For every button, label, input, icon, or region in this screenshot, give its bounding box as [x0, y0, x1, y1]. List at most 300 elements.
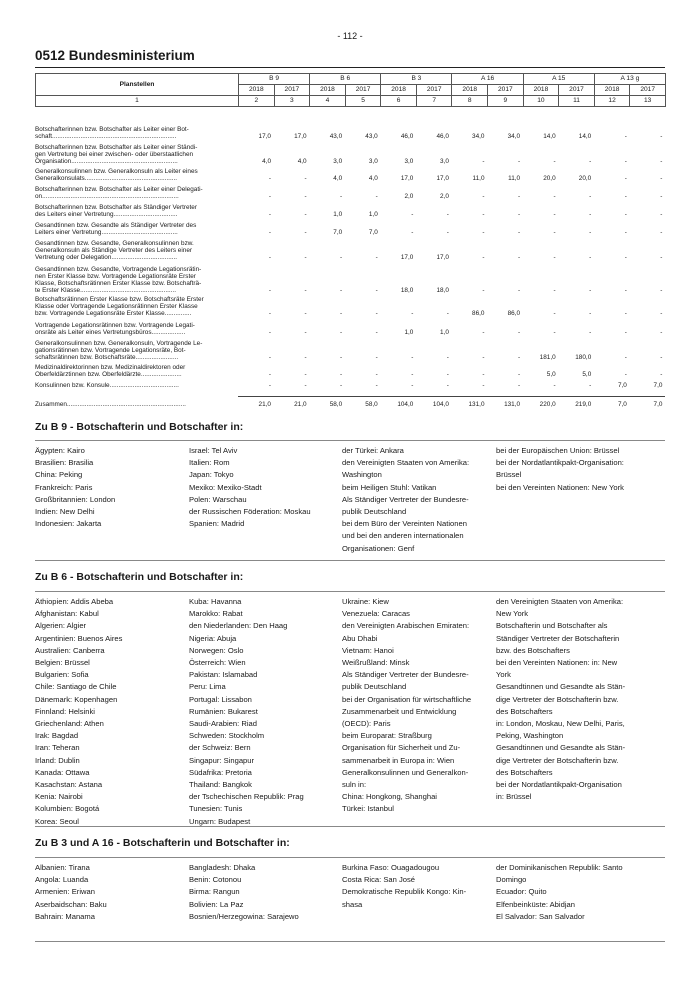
- cell-value: -: [375, 193, 378, 200]
- cell-value: -: [482, 329, 485, 336]
- year-header: 2018: [523, 85, 559, 96]
- list-item: Korea: Seoul: [35, 816, 79, 826]
- list-item: Israel: Tel Aviv: [189, 446, 238, 455]
- cell-value: 17,0: [400, 254, 414, 261]
- list-item: der Türkei: Ankara: [342, 446, 404, 455]
- row-description: [35, 168, 235, 182]
- cell-value: -: [446, 211, 449, 218]
- list-item: Organisationen: Genf: [342, 543, 415, 553]
- description-line: Gesandtinnen bzw. Gesandte als Ständiger Vertreter des: [35, 222, 197, 229]
- description-line: Botschafterinnen bzw. Botschafter als Ständiger Vertreter: [35, 204, 197, 211]
- section-column: [496, 596, 644, 803]
- column-number: 11: [559, 96, 595, 107]
- list-item: beim Heiligen Stuhl: Vatikan: [342, 482, 437, 492]
- group-header: B 3: [381, 74, 452, 85]
- cell-value: 2,0: [404, 193, 414, 200]
- row-description: [35, 382, 235, 389]
- description-line: Gesandtinnen bzw. Gesandte, Vortragende Legationsrätin-: [35, 266, 202, 273]
- description-line: Organisation............................................................: [35, 158, 178, 165]
- cell-value: 17,0: [436, 254, 449, 261]
- list-item: der Russischen Föderation: Moskau: [189, 507, 311, 517]
- cell-value: 17,0: [294, 133, 307, 140]
- list-item: Äthiopien: Addis Abeba: [35, 597, 114, 606]
- section-column: [189, 596, 337, 828]
- cell-value: -: [446, 371, 449, 378]
- list-item: Polen: Warschau: [189, 494, 247, 504]
- cell-value: -: [304, 229, 307, 236]
- cell-value: -: [624, 310, 627, 317]
- cell-value: -: [589, 254, 592, 261]
- cell-value: -: [624, 229, 627, 236]
- list-item: Singapur: Singapur: [189, 755, 255, 765]
- cell-value: -: [624, 329, 627, 336]
- cell-value: -: [268, 211, 271, 218]
- list-item: China: Hongkong, Shanghai: [342, 792, 437, 802]
- section-column: [342, 596, 490, 816]
- description-line: Botschafterinnen bzw. Botschafter als Leiter einer Bot-: [35, 126, 189, 133]
- cell-value: -: [375, 371, 378, 378]
- list-item: Italien: Rom: [189, 458, 230, 468]
- cell-value: -: [340, 310, 343, 317]
- description-line: Vortragende Legationsrätinnen bzw. Vortragende Legati-: [35, 322, 195, 329]
- description-line: Botschafterinnen bzw. Botschafter als Leiter einer Ständi-: [35, 144, 198, 151]
- list-item: Kenia: Nairobi: [35, 792, 83, 802]
- cell-value: -: [553, 382, 556, 389]
- column-number: 3: [274, 96, 310, 107]
- cell-value: 20,0: [543, 175, 556, 182]
- cell-value: -: [375, 310, 378, 317]
- column-number: 12: [594, 96, 630, 107]
- row-description: [35, 296, 235, 317]
- list-item: Irak: Bagdad: [35, 731, 79, 741]
- cell-value: -: [446, 310, 449, 317]
- list-item: publik Deutschland: [342, 507, 407, 517]
- cell-value: -: [589, 287, 592, 294]
- year-header: 2017: [274, 85, 310, 96]
- cell-value: -: [268, 175, 271, 182]
- list-item: Costa Rica: San José: [342, 875, 416, 885]
- list-item: Chile: Santiago de Chile: [35, 682, 117, 692]
- list-item: Japan: Tokyo: [189, 470, 234, 480]
- cell-value: -: [340, 193, 343, 200]
- cell-value: -: [268, 329, 271, 336]
- list-item: Aserbaidschan: Baku: [35, 899, 107, 909]
- cell-value: 21,0: [294, 401, 307, 408]
- cell-value: -: [482, 254, 485, 261]
- cell-value: -: [411, 382, 414, 389]
- description-line: on.............................................................................: [35, 193, 179, 200]
- description-line: Vertretung oder Delegation.....................................: [35, 254, 178, 261]
- cell-value: -: [660, 158, 663, 165]
- list-item: Südafrika: Pretoria: [189, 767, 252, 777]
- cell-value: -: [482, 354, 485, 361]
- list-item: El Salvador: San Salvador: [496, 911, 585, 921]
- cell-value: -: [553, 229, 556, 236]
- cell-value: 104,0: [397, 401, 414, 408]
- section-column: [35, 862, 183, 923]
- list-item: Bolivien: La Paz: [189, 899, 244, 909]
- cell-value: 46,0: [400, 133, 414, 140]
- cell-value: 20,0: [578, 175, 592, 182]
- list-item: Bangladesh: Dhaka: [189, 863, 256, 872]
- list-item: Peru: Lima: [189, 682, 226, 692]
- list-item: Abu Dhabi: [342, 633, 378, 643]
- list-item: Elfenbeinküste: Abidjan: [496, 899, 575, 909]
- cell-value: -: [624, 371, 627, 378]
- list-item: in: London, Moskau, New Delhi, Paris,: [496, 719, 625, 729]
- list-item: Irland: Dublin: [35, 755, 80, 765]
- year-header: 2017: [488, 85, 524, 96]
- cell-value: -: [589, 193, 592, 200]
- list-item: Gesandtinnen und Gesandte als Stän-: [496, 682, 626, 692]
- cell-value: -: [411, 371, 414, 378]
- list-item: Organisation für Sicherheit und Zu-: [342, 743, 461, 753]
- list-item: Türkei: Istanbul: [342, 804, 394, 814]
- list-item: Burkina Faso: Ouagadougou: [342, 863, 440, 872]
- section-bottom-rule: [35, 560, 665, 561]
- cell-value: -: [375, 329, 378, 336]
- list-item: den Vereinigten Staaten von Amerika:: [342, 458, 470, 468]
- description-line: Gesandtinnen bzw. Gesandte, Generalkonsulinnen bzw.: [35, 240, 194, 247]
- cell-value: 180,0: [575, 354, 592, 361]
- cell-value: -: [482, 211, 485, 218]
- cell-value: -: [553, 193, 556, 200]
- list-item: Ungarn: Budapest: [189, 816, 251, 826]
- section-column: [496, 445, 644, 494]
- list-item: (OECD): Paris: [342, 719, 391, 729]
- column-number: 10: [523, 96, 559, 107]
- description-line: des Leiters einer Vertretung....................................: [35, 211, 178, 218]
- cell-value: -: [411, 310, 414, 317]
- year-header: 2018: [381, 85, 417, 96]
- section-column: [189, 445, 337, 530]
- table-row: [35, 340, 665, 361]
- cell-value: -: [624, 287, 627, 294]
- list-item: Vietnam: Hanoi: [342, 645, 394, 655]
- list-item: Ständiger Vertreter der Botschafterin: [496, 633, 620, 643]
- cell-value: 11,0: [508, 175, 521, 182]
- cell-value: 131,0: [504, 401, 521, 408]
- list-item: den Vereinigten Staaten von Amerika:: [496, 597, 624, 606]
- list-item: Bosnien/Herzegowina: Sarajewo: [189, 911, 299, 921]
- cell-value: -: [589, 329, 592, 336]
- section-top-rule: [35, 440, 665, 441]
- list-item: Argentinien: Buenos Aires: [35, 633, 123, 643]
- cell-value: 219,0: [575, 401, 592, 408]
- list-item: Tunesien: Tunis: [189, 804, 243, 814]
- table-row: [35, 322, 665, 336]
- list-item: Thailand: Bangkok: [189, 780, 252, 790]
- list-item: des Botschafters: [496, 767, 553, 777]
- list-item: Dänemark: Kopenhagen: [35, 694, 118, 704]
- cell-value: -: [304, 193, 307, 200]
- list-item: Ecuador: Quito: [496, 887, 547, 897]
- description-line: nen Erster Klasse bzw. Vortragende Legationsräte Erster: [35, 273, 196, 280]
- list-item: Australien: Canberra: [35, 645, 105, 655]
- list-item: Ägypten: Kairo: [35, 446, 85, 455]
- list-item: Griechenland: Athen: [35, 719, 104, 729]
- cell-value: -: [660, 229, 663, 236]
- cell-value: 3,0: [333, 158, 343, 165]
- list-item: den Niederlanden: Den Haag: [189, 621, 288, 631]
- list-item: Weißrußland: Minsk: [342, 658, 410, 668]
- list-item: Generalkonsulinnen und Generalkon-: [342, 767, 469, 777]
- description-line: Botschafterinnen bzw. Botschafter als Leiter einer Delegati-: [35, 186, 203, 193]
- cell-value: -: [624, 158, 627, 165]
- list-item: Mexiko: Mexiko-Stadt: [189, 482, 262, 492]
- cell-value: -: [660, 310, 663, 317]
- cell-value: -: [304, 310, 307, 317]
- section-column: [342, 445, 490, 555]
- total-row: [35, 401, 665, 408]
- cell-value: -: [624, 175, 627, 182]
- row-description: [35, 186, 235, 200]
- cell-value: -: [446, 229, 449, 236]
- section-title: Zu B 6 - Botschafterin und Botschafter in:: [35, 571, 244, 583]
- column-number: 5: [345, 96, 381, 107]
- list-item: Großbritannien: London: [35, 494, 116, 504]
- table-row: [35, 204, 665, 218]
- section-column: [35, 596, 183, 828]
- row-description: [35, 340, 235, 361]
- group-header: B 9: [239, 74, 310, 85]
- cell-value: -: [268, 382, 271, 389]
- cell-value: -: [553, 329, 556, 336]
- list-item: Kuba: Havanna: [189, 597, 242, 606]
- cell-value: 18,0: [436, 287, 449, 294]
- list-item: Benin: Cotonou: [189, 875, 242, 885]
- description-line: Klasse oder Vortragende Legationsrätinnen Erster Klasse: [35, 303, 198, 310]
- list-item: Gesandtinnen und Gesandte als Stän-: [496, 743, 626, 753]
- description-line: Generalkonsulats....................................................: [35, 175, 178, 182]
- list-item: Indonesien: Jakarta: [35, 519, 102, 529]
- cell-value: -: [482, 158, 485, 165]
- page-title: 0512 Bundesministerium: [35, 48, 195, 63]
- year-header: 2018: [452, 85, 488, 96]
- list-item: Marokko: Rabat: [189, 609, 243, 619]
- cell-value: -: [482, 382, 485, 389]
- list-item: Venezuela: Caracas: [342, 609, 410, 619]
- description-line: Medizinaldirektorinnen bzw. Medizinaldirektoren oder: [35, 364, 186, 371]
- list-item: bei den Vereinten Nationen: New York: [496, 482, 624, 492]
- cell-value: -: [446, 354, 449, 361]
- list-item: Albanien: Tirana: [35, 863, 90, 872]
- cell-value: 34,0: [507, 133, 521, 140]
- cell-value: 86,0: [472, 310, 485, 317]
- section-column: [342, 862, 490, 911]
- column-number: 8: [452, 96, 488, 107]
- cell-value: 1,0: [404, 329, 414, 336]
- list-item: dige Vertreter der Botschafterin bzw.: [496, 755, 619, 765]
- table-row: [35, 364, 665, 378]
- total-label: Zusammen...................................................................: [35, 401, 186, 408]
- list-item: Nigeria: Abuja: [189, 633, 237, 643]
- list-item: Birma: Rangun: [189, 887, 240, 897]
- cell-value: -: [340, 287, 343, 294]
- list-item: beim Europarat: Straßburg: [342, 731, 432, 741]
- cell-value: 104,0: [432, 401, 449, 408]
- cell-value: -: [589, 211, 592, 218]
- cell-value: -: [482, 287, 485, 294]
- group-header: A 13 g: [594, 74, 665, 85]
- cell-value: 3,0: [440, 158, 449, 165]
- cell-value: -: [517, 354, 521, 361]
- year-header: 2017: [345, 85, 381, 96]
- cell-value: 34,0: [472, 133, 485, 140]
- description-line: Botschaftsrätinnen Erster Klasse bzw. Botschaftsräte Erster: [35, 296, 204, 303]
- list-item: Rumänien: Bukarest: [189, 706, 258, 716]
- list-item: Frankreich: Paris: [35, 482, 93, 492]
- row-description: [35, 364, 235, 378]
- table-row: [35, 186, 665, 200]
- list-item: bei der Nordatlantikpakt-Organisation: [496, 780, 622, 790]
- list-item: Österreich: Wien: [189, 658, 246, 668]
- row-description: [35, 322, 235, 336]
- list-item: dige Vertreter der Botschafterin bzw.: [496, 694, 619, 704]
- list-item: China: Peking: [35, 470, 83, 480]
- list-item: Belgien: Brüssel: [35, 658, 90, 668]
- row-description: [35, 126, 235, 140]
- description-line: gationsrätinnen bzw. Vortragende Legationsräte, Bot-: [35, 347, 186, 354]
- section-top-rule: [35, 857, 665, 858]
- cell-value: -: [517, 382, 521, 389]
- list-item: Als Ständiger Vertreter der Bundesre-: [342, 494, 469, 504]
- cell-value: 7,0: [617, 401, 627, 408]
- cell-value: 4,0: [262, 158, 271, 165]
- cell-value: -: [517, 211, 521, 218]
- cell-value: -: [340, 329, 343, 336]
- cell-value: 7,0: [653, 382, 663, 389]
- cell-value: 17,0: [258, 133, 271, 140]
- cell-value: -: [624, 254, 627, 261]
- cell-value: -: [589, 382, 592, 389]
- column-number: 7: [416, 96, 452, 107]
- cell-value: -: [268, 193, 271, 200]
- section-column: [35, 445, 183, 530]
- column-number: 13: [630, 96, 666, 107]
- list-item: bei der Organisation für wirtschaftliche: [342, 694, 472, 704]
- cell-value: 131,0: [468, 401, 485, 408]
- list-item: Finnland: Helsinki: [35, 706, 95, 716]
- cell-value: -: [482, 371, 485, 378]
- sum-rule: [238, 396, 665, 397]
- cell-value: 46,0: [436, 133, 449, 140]
- cell-value: -: [589, 158, 592, 165]
- cell-value: -: [589, 229, 592, 236]
- description-line: gen Vertretung bei einer zwischen- oder überstaatlichen: [35, 151, 194, 158]
- table-row: [35, 168, 665, 182]
- list-item: Afghanistan: Kabul: [35, 609, 99, 619]
- cell-value: 5,0: [546, 371, 556, 378]
- cell-value: -: [304, 329, 307, 336]
- list-item: Norwegen: Oslo: [189, 645, 244, 655]
- cell-value: 58,0: [329, 401, 343, 408]
- description-line: Konsulinnen bzw. Konsule.......................................: [35, 382, 179, 389]
- cell-value: 3,0: [368, 158, 378, 165]
- list-item: Bulgarien: Sofia: [35, 670, 89, 680]
- list-item: Peking, Washington: [496, 731, 564, 741]
- cell-value: -: [268, 229, 271, 236]
- cell-value: -: [517, 193, 521, 200]
- list-item: der Dominikanischen Republik: Santo: [496, 863, 623, 872]
- cell-value: 43,0: [329, 133, 343, 140]
- cell-value: -: [660, 193, 663, 200]
- row-description: [35, 222, 235, 236]
- cell-value: -: [340, 382, 343, 389]
- table-row: [35, 222, 665, 236]
- list-item: Brüssel: [496, 470, 522, 480]
- cell-value: -: [304, 371, 307, 378]
- cell-value: -: [304, 382, 307, 389]
- cell-value: -: [304, 354, 307, 361]
- cell-value: 7,0: [653, 401, 663, 408]
- table-row: [35, 126, 665, 140]
- cell-value: -: [660, 254, 663, 261]
- cell-value: 18,0: [400, 287, 414, 294]
- description-line: Leiters einer Vertretung...........................................: [35, 229, 178, 236]
- list-item: Algerien: Algier: [35, 621, 87, 631]
- cell-value: -: [304, 175, 307, 182]
- list-item: Kasachstan: Astana: [35, 780, 103, 790]
- column-number: 4: [310, 96, 346, 107]
- cell-value: 17,0: [400, 175, 414, 182]
- cell-value: 58,0: [365, 401, 378, 408]
- section-top-rule: [35, 591, 665, 592]
- description-line: schaft......................................................................: [35, 133, 177, 140]
- cell-value: 7,0: [368, 229, 378, 236]
- cell-value: -: [589, 310, 592, 317]
- cell-value: 2,0: [440, 193, 449, 200]
- year-header: 2017: [630, 85, 666, 96]
- list-item: Iran: Teheran: [35, 743, 80, 753]
- cell-value: 14,0: [578, 133, 592, 140]
- list-item: Saudi-Arabien: Riad: [189, 719, 257, 729]
- list-item: Armenien: Eriwan: [35, 887, 95, 897]
- cell-value: 21,0: [258, 401, 271, 408]
- cell-value: -: [624, 133, 627, 140]
- cell-value: -: [411, 354, 414, 361]
- cell-value: 4,0: [333, 175, 343, 182]
- list-item: der Schweiz: Bern: [189, 743, 251, 753]
- cell-value: -: [517, 254, 521, 261]
- list-item: York: [496, 670, 511, 680]
- cell-value: -: [553, 287, 556, 294]
- list-item: den Vereinigten Arabischen Emiraten:: [342, 621, 470, 631]
- column-number: 9: [488, 96, 524, 107]
- description-line: Oberfeldärztinnen bzw. Oberfeldärzte.......................: [35, 371, 182, 378]
- cell-value: 1,0: [368, 211, 378, 218]
- list-item: in: Brüssel: [496, 792, 532, 802]
- column-number: 1: [36, 96, 239, 107]
- cell-value: 220,0: [539, 401, 556, 408]
- list-item: sammenarbeit in Europa in: Wien: [342, 755, 455, 765]
- list-item: Brasilien: Brasilia: [35, 458, 94, 468]
- cell-value: 4,0: [368, 175, 378, 182]
- list-item: Portugal: Lissabon: [189, 694, 252, 704]
- description-line: onsräte als Leiter eines Vertretungsbüros...................: [35, 329, 186, 336]
- section-column: [496, 862, 644, 923]
- year-header: 2018: [594, 85, 630, 96]
- description-line: Generalkonsuln als Ständige Vertreter des Leiters einer: [35, 247, 193, 254]
- list-item: des Botschafters: [496, 706, 553, 716]
- cell-value: -: [446, 382, 449, 389]
- cell-value: -: [304, 211, 307, 218]
- cell-value: 86,0: [507, 310, 521, 317]
- cell-value: -: [268, 254, 271, 261]
- cell-value: -: [375, 354, 378, 361]
- cell-value: 1,0: [333, 211, 343, 218]
- cell-value: -: [268, 287, 271, 294]
